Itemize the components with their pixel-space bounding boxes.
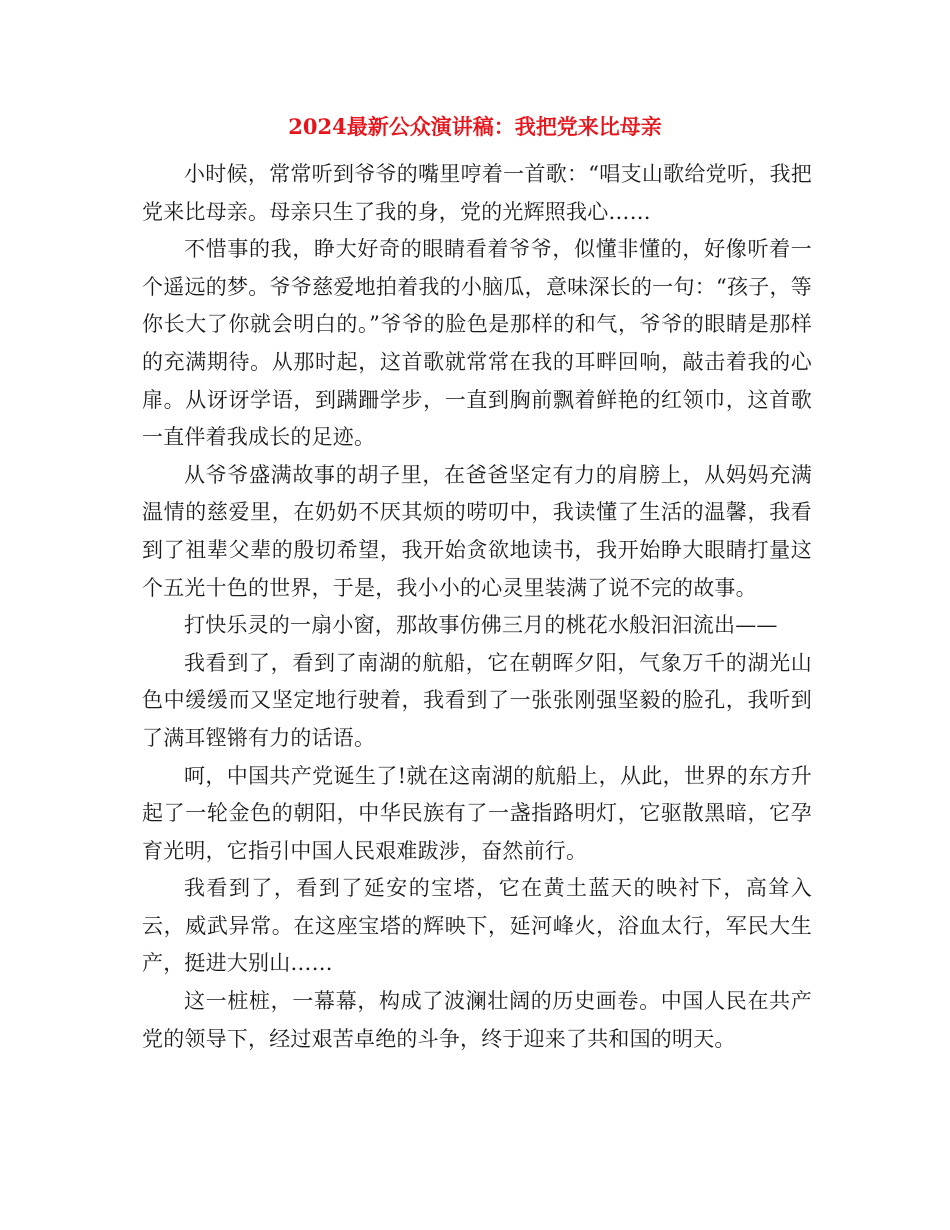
paragraph: 呵，中国共产党诞生了!就在这南湖的航船上，从此，世界的东方升起了一轮金色的朝阳，中华民族有了一盏指路明灯，它驱散黑暗，它孕育光明，它指引中国人民艰难跋涉，奋然前行。 bbox=[142, 763, 812, 863]
paragraph: 打快乐灵的一扇小窗，那故事仿佛三月的桃花水般汩汩流出—— bbox=[184, 613, 778, 638]
paragraph: 我看到了，看到了南湖的航船，它在朝晖夕阳，气象万千的湖光山色中缓缓而又坚定地行驶着，我看到了一张张刚强坚毅的脸孔，我听到了满耳铿锵有力的话语。 bbox=[142, 650, 812, 750]
document-body bbox=[142, 156, 812, 1058]
paragraph: 这一桩桩，一幕幕，构成了波澜壮阔的历史画卷。中国人民在共产党的领导下，经过艰苦卓绝的斗争，终于迎来了共和国的明天。 bbox=[142, 989, 812, 1051]
paragraph: 小时候，常常听到爷爷的嘴里哼着一首歌：“唱支山歌给党听，我把党来比母亲。母亲只生了我的身，党的光辉照我心…… bbox=[142, 162, 812, 224]
document-title: 2024最新公众演讲稿：我把党来比母亲 bbox=[288, 114, 662, 139]
paragraph: 我看到了，看到了延安的宝塔，它在黄土蓝天的映衬下，高耸入云，威武异常。在这座宝塔的辉映下，延河峰火，浴血太行，军民大生产，挺进大别山…… bbox=[142, 876, 812, 976]
paragraph: 从爷爷盛满故事的胡子里，在爸爸坚定有力的肩膀上，从妈妈充满温情的慈爱里，在奶奶不厌其烦的唠叨中，我读懂了生活的温馨，我看到了祖辈父辈的殷切希望，我开始贪欲地读书，我开始睁大眼睛打量这个五光十色的世界，于是，我小小的心灵里装满了说不完的故事。 bbox=[142, 462, 812, 600]
paragraph: 不惜事的我，睁大好奇的眼睛看着爷爷，似懂非懂的，好像听着一个遥远的梦。爷爷慈爱地拍着我的小脑瓜，意味深长的一句：“孩子，等你长大了你就会明白的。”爷爷的脸色是那样的和气，爷爷的眼睛是那样的充满期待。从那时起，这首歌就常常在我的耳畔回响，敲击着我的心扉。从讶讶学语，到蹒跚学步，一直到胸前飘着鲜艳的红领巾，这首歌一直伴着我成长的足迹。 bbox=[142, 237, 812, 450]
